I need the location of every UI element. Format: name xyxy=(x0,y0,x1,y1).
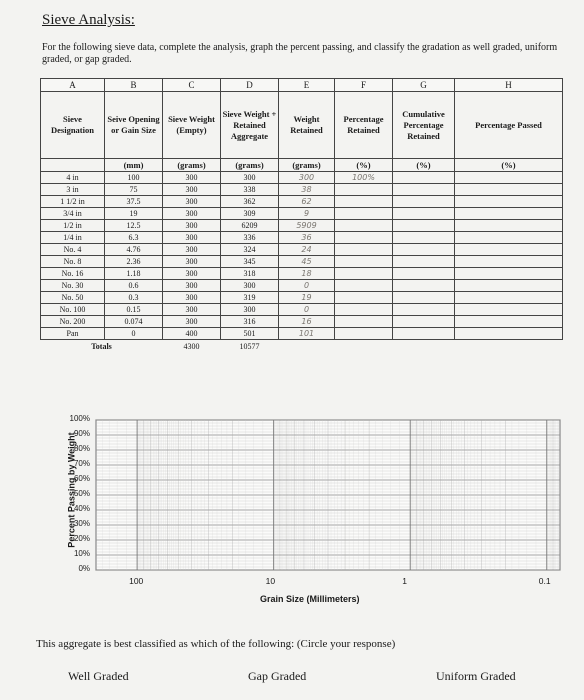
data-cell: 300 xyxy=(163,280,221,292)
empty-cell xyxy=(455,340,563,355)
data-cell: 300 xyxy=(163,316,221,328)
data-cell: 300 xyxy=(163,292,221,304)
answer-cell[interactable] xyxy=(455,172,563,184)
answer-cell[interactable] xyxy=(455,304,563,316)
empty-cell xyxy=(335,340,393,355)
answer-cell[interactable]: 62 xyxy=(279,196,335,208)
answer-cell[interactable]: 19 xyxy=(279,292,335,304)
data-cell: 300 xyxy=(163,304,221,316)
totals-row xyxy=(41,340,563,355)
answer-cell[interactable]: 18 xyxy=(279,268,335,280)
x-tick-label: 100 xyxy=(129,576,144,586)
data-cell: 0.074 xyxy=(105,316,163,328)
table-row xyxy=(41,244,563,256)
option-well-graded[interactable]: Well Graded xyxy=(68,669,129,683)
answer-cell[interactable] xyxy=(455,208,563,220)
data-cell: 318 xyxy=(221,268,279,280)
empty-cell xyxy=(279,340,335,355)
table-row xyxy=(41,304,563,316)
header-row xyxy=(41,92,563,159)
table-row xyxy=(41,316,563,328)
y-tick-label: 90% xyxy=(73,429,90,438)
data-cell: 6.3 xyxy=(105,232,163,244)
instructions-text: For the following sieve data, complete the analysis, graph the percent passing, and classify the gradation as well graded, uniform graded, or gap graded. xyxy=(42,42,558,65)
answer-cell[interactable]: 36 xyxy=(279,232,335,244)
table-row xyxy=(41,220,563,232)
answer-cell[interactable] xyxy=(455,292,563,304)
data-cell: 4 in xyxy=(41,172,105,184)
answer-cell[interactable] xyxy=(455,328,563,340)
answer-cell[interactable] xyxy=(335,208,393,220)
table-row xyxy=(41,280,563,292)
data-cell: 300 xyxy=(221,280,279,292)
answer-cell[interactable]: 5909 xyxy=(279,220,335,232)
data-cell: 3/4 in xyxy=(41,208,105,220)
total-sieve-weight: 4300 xyxy=(163,340,221,355)
data-cell: 2.36 xyxy=(105,256,163,268)
answer-cell[interactable] xyxy=(335,244,393,256)
answer-cell[interactable] xyxy=(393,208,455,220)
unit-cell: (%) xyxy=(393,159,455,172)
y-tick-label: 0% xyxy=(78,564,90,573)
data-cell: 37.5 xyxy=(105,196,163,208)
data-cell: 1/2 in xyxy=(41,220,105,232)
data-cell: No. 50 xyxy=(41,292,105,304)
sieve-table xyxy=(40,78,563,354)
answer-cell[interactable] xyxy=(393,328,455,340)
data-cell: 19 xyxy=(105,208,163,220)
totals-label: Totals xyxy=(41,340,163,355)
answer-cell[interactable] xyxy=(393,244,455,256)
data-cell: 0.15 xyxy=(105,304,163,316)
y-tick-label: 30% xyxy=(73,519,90,528)
data-cell: No. 4 xyxy=(41,244,105,256)
answer-cell[interactable] xyxy=(335,316,393,328)
empty-cell xyxy=(393,340,455,355)
data-cell: 362 xyxy=(221,196,279,208)
column-letter: H xyxy=(455,79,563,92)
answer-cell[interactable] xyxy=(335,328,393,340)
answer-cell[interactable] xyxy=(455,268,563,280)
answer-cell[interactable] xyxy=(393,172,455,184)
data-cell: 309 xyxy=(221,208,279,220)
answer-cell[interactable] xyxy=(455,184,563,196)
answer-cell[interactable] xyxy=(393,268,455,280)
data-cell: No. 100 xyxy=(41,304,105,316)
column-header: Percentage Retained xyxy=(335,92,393,159)
answer-cell[interactable] xyxy=(393,256,455,268)
data-cell: 300 xyxy=(163,208,221,220)
data-cell: 300 xyxy=(163,196,221,208)
table-row xyxy=(41,208,563,220)
answer-cell[interactable]: 9 xyxy=(279,208,335,220)
data-cell: 300 xyxy=(163,268,221,280)
y-tick-label: 70% xyxy=(73,459,90,468)
data-cell: 1.18 xyxy=(105,268,163,280)
data-cell: 1/4 in xyxy=(41,232,105,244)
unit-cell: (%) xyxy=(455,159,563,172)
data-cell: 316 xyxy=(221,316,279,328)
unit-cell: (grams) xyxy=(163,159,221,172)
data-cell: 0.3 xyxy=(105,292,163,304)
answer-cell[interactable]: 0 xyxy=(279,304,335,316)
answer-cell[interactable] xyxy=(335,220,393,232)
y-tick-label: 80% xyxy=(73,444,90,453)
unit-cell: (grams) xyxy=(221,159,279,172)
sieve-table-area xyxy=(40,78,562,354)
column-letter: E xyxy=(279,79,335,92)
option-gap-graded[interactable]: Gap Graded xyxy=(248,669,307,683)
y-tick-label: 20% xyxy=(73,534,90,543)
unit-cell xyxy=(41,159,105,172)
answer-cell[interactable]: 45 xyxy=(279,256,335,268)
answer-cell[interactable] xyxy=(393,292,455,304)
column-letter: F xyxy=(335,79,393,92)
y-axis-label: Percent Passing by Weight xyxy=(66,432,77,548)
gradation-chart xyxy=(48,400,568,610)
total-sieve-retained: 10577 xyxy=(221,340,279,355)
answer-cell[interactable] xyxy=(455,316,563,328)
answer-cell[interactable] xyxy=(335,304,393,316)
data-cell: No. 200 xyxy=(41,316,105,328)
data-cell: 300 xyxy=(163,220,221,232)
answer-cell[interactable] xyxy=(455,220,563,232)
data-cell: 300 xyxy=(163,184,221,196)
data-cell: 324 xyxy=(221,244,279,256)
data-cell: 0.6 xyxy=(105,280,163,292)
x-axis-label: Grain Size (Millimeters) xyxy=(260,594,360,604)
data-cell: 6209 xyxy=(221,220,279,232)
data-cell: 4.76 xyxy=(105,244,163,256)
answer-cell[interactable] xyxy=(455,280,563,292)
data-cell: 300 xyxy=(221,304,279,316)
column-header: Percentage Passed xyxy=(455,92,563,159)
column-header: Cumulative Percentage Retained xyxy=(393,92,455,159)
table-row xyxy=(41,328,563,340)
data-cell: 300 xyxy=(163,172,221,184)
answer-cell[interactable] xyxy=(393,304,455,316)
table-row xyxy=(41,196,563,208)
units-row xyxy=(41,159,563,172)
column-header: Sieve Weight (Empty) xyxy=(163,92,221,159)
unit-cell: (mm) xyxy=(105,159,163,172)
table-row xyxy=(41,268,563,280)
table-row xyxy=(41,172,563,184)
column-letter: C xyxy=(163,79,221,92)
column-letter-row xyxy=(41,79,563,92)
data-cell: 3 in xyxy=(41,184,105,196)
page-title: Sieve Analysis: xyxy=(42,12,135,28)
option-uniform-graded[interactable]: Uniform Graded xyxy=(436,669,516,683)
answer-cell[interactable] xyxy=(393,316,455,328)
y-tick-label: 40% xyxy=(73,504,90,513)
unit-cell: (%) xyxy=(335,159,393,172)
answer-cell[interactable] xyxy=(455,244,563,256)
table-row xyxy=(41,256,563,268)
answer-cell[interactable]: 101 xyxy=(279,328,335,340)
column-letter: B xyxy=(105,79,163,92)
answer-cell[interactable] xyxy=(335,232,393,244)
data-cell: 300 xyxy=(163,244,221,256)
data-cell: Pan xyxy=(41,328,105,340)
data-cell: 1 1/2 in xyxy=(41,196,105,208)
classification-question: This aggregate is best classified as which of the following: (Circle your response) xyxy=(36,638,396,650)
column-header: Sieve Weight + Retained Aggregate xyxy=(221,92,279,159)
data-cell: 100 xyxy=(105,172,163,184)
x-tick-label: 10 xyxy=(265,576,276,586)
column-letter: G xyxy=(393,79,455,92)
column-header: Seive Opening or Gain Size xyxy=(105,92,163,159)
data-cell: No. 8 xyxy=(41,256,105,268)
y-tick-label: 60% xyxy=(73,474,90,483)
data-cell: 75 xyxy=(105,184,163,196)
column-letter: D xyxy=(221,79,279,92)
table-row xyxy=(41,232,563,244)
data-cell: 12.5 xyxy=(105,220,163,232)
column-letter: A xyxy=(41,79,105,92)
answer-cell[interactable] xyxy=(335,292,393,304)
x-tick-label: 1 xyxy=(402,576,407,586)
answer-cell[interactable] xyxy=(393,184,455,196)
answer-cell[interactable]: 300 xyxy=(279,172,335,184)
answer-cell[interactable]: 0 xyxy=(279,280,335,292)
data-cell: 300 xyxy=(163,256,221,268)
answer-cell[interactable]: 24 xyxy=(279,244,335,256)
x-tick-label: 0.1 xyxy=(538,576,551,586)
answer-cell[interactable] xyxy=(335,280,393,292)
data-cell: 345 xyxy=(221,256,279,268)
answer-cell[interactable]: 38 xyxy=(279,184,335,196)
column-header: Sieve Designation xyxy=(41,92,105,159)
column-header: Weight Retained xyxy=(279,92,335,159)
answer-cell[interactable] xyxy=(455,196,563,208)
data-cell: 338 xyxy=(221,184,279,196)
data-cell: 300 xyxy=(221,172,279,184)
y-tick-label: 50% xyxy=(73,489,90,498)
data-cell: 0 xyxy=(105,328,163,340)
table-row xyxy=(41,292,563,304)
data-cell: 319 xyxy=(221,292,279,304)
table-row xyxy=(41,184,563,196)
data-cell: 400 xyxy=(163,328,221,340)
answer-cell[interactable]: 100% xyxy=(335,172,393,184)
data-cell: 300 xyxy=(163,232,221,244)
data-cell: 501 xyxy=(221,328,279,340)
data-cell: 336 xyxy=(221,232,279,244)
answer-cell[interactable] xyxy=(335,196,393,208)
answer-cell[interactable] xyxy=(393,232,455,244)
chart-plot xyxy=(48,400,568,610)
data-cell: No. 30 xyxy=(41,280,105,292)
unit-cell: (grams) xyxy=(279,159,335,172)
answer-cell[interactable] xyxy=(335,184,393,196)
answer-cell[interactable] xyxy=(335,256,393,268)
y-tick-label: 10% xyxy=(73,549,90,558)
answer-cell[interactable] xyxy=(393,220,455,232)
answer-cell[interactable] xyxy=(455,232,563,244)
y-tick-label: 100% xyxy=(69,414,90,423)
answer-cell[interactable] xyxy=(455,256,563,268)
answer-cell[interactable]: 16 xyxy=(279,316,335,328)
data-cell: No. 16 xyxy=(41,268,105,280)
answer-cell[interactable] xyxy=(393,196,455,208)
answer-cell[interactable] xyxy=(393,280,455,292)
answer-cell[interactable] xyxy=(335,268,393,280)
